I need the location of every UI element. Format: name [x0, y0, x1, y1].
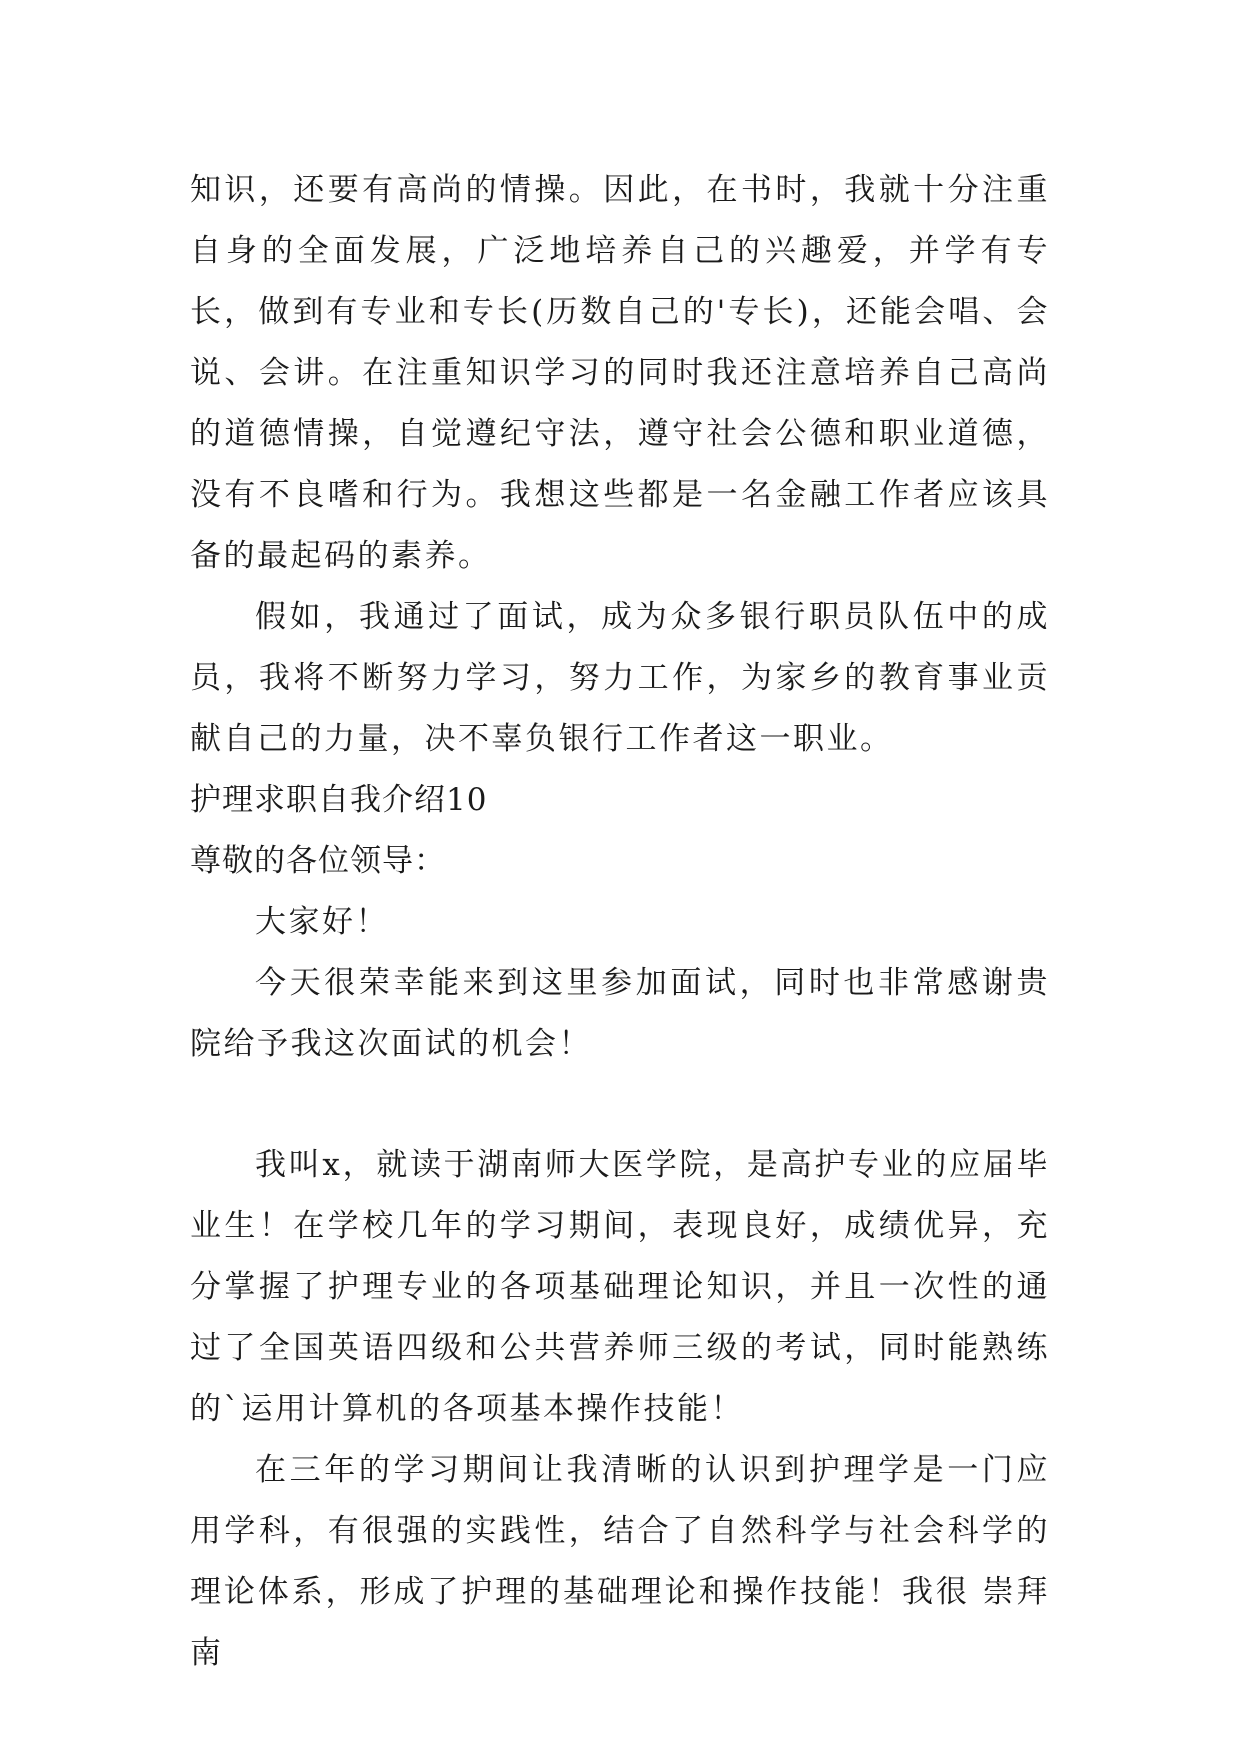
paragraph-qualities: 知识，还要有高尚的情操。因此，在书时，我就十分注重自身的全面发展，广泛地培养自己的兴趣爱，并学有专长，做到有专业和专长(历数自己的'专长)，还能会唱、会说、会讲。在注重知识学习的同时我还注意培养自己高尚的道德情操，自觉遵纪守法，遵守社会公德和职业道德，没有不良嗜和行为。我想这些都是一名金融工作者应该具备的最起码的素养。 [190, 172, 1050, 574]
paragraph-study: 在三年的学习期间让我清晰的认识到护理学是一门应用学科，有很强的实践性，结合了自然科学与社会科学的理论体系，形成了护理的基础理论和操作技能！我很 崇拜南 [190, 1452, 1050, 1671]
document-page [190, 160, 1050, 1684]
paragraph-introduction: 我叫x，就读于湖南师大医学院，是高护专业的应届毕业生！在学校几年的学习期间，表现良好，成绩优异，充分掌握了护理专业的各项基础理论知识，并且一次性的通过了全国英语四级和公共营养师三级的考试，同时能熟练的`运用计算机的各项基本操作技能！ [190, 1147, 1050, 1427]
paragraph-commitment: 假如，我通过了面试，成为众多银行职员队伍中的成员，我将不断努力学习，努力工作，为家乡的教育事业贡献自己的力量，决不辜负银行工作者这一职业。 [190, 599, 1050, 757]
paragraph-thanks: 今天很荣幸能来到这里参加面试，同时也非常感谢贵院给予我这次面试的机会！ [190, 965, 1050, 1062]
blank-gap [190, 1075, 1050, 1135]
greeting: 大家好！ [255, 904, 389, 940]
salutation: 尊敬的各位领导： [190, 843, 446, 879]
section-title: 护理求职自我介绍10 [190, 782, 488, 818]
